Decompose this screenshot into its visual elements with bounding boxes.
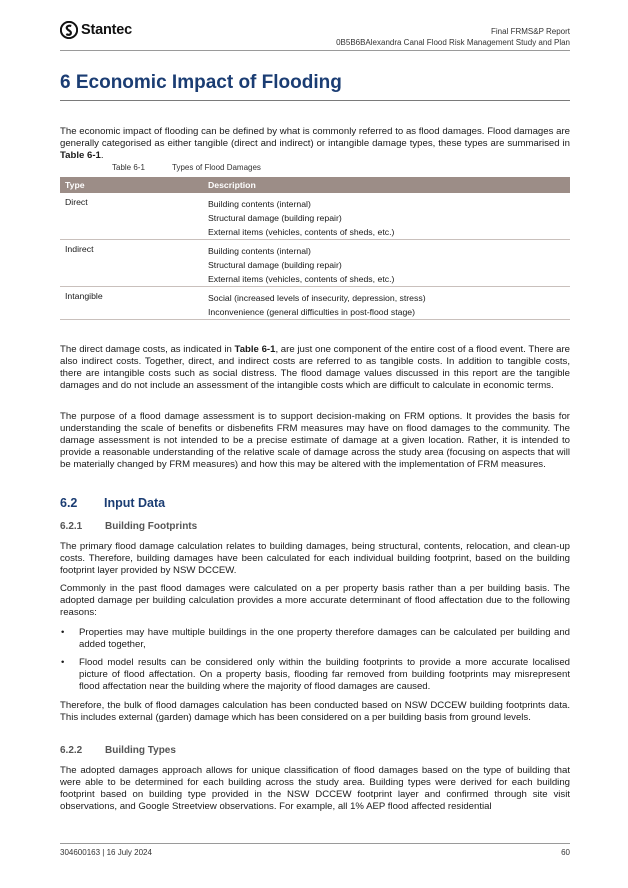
subsubsection-heading <box>60 745 176 756</box>
subsubsection-title: Building Types <box>105 745 176 756</box>
table-header-row <box>60 177 570 193</box>
table-cell-type: Direct <box>65 197 88 207</box>
table-reference: Table 6-1 <box>60 150 101 162</box>
table-header-type: Type <box>65 180 85 190</box>
page-number: 60 <box>561 848 570 857</box>
description-line: Structural damage (building repair) <box>208 213 342 224</box>
table-row <box>60 287 570 320</box>
bullet-icon: • <box>61 627 65 638</box>
list-item-text: Flood model results can be considered only within the building footprints to provide a more accurate localised picture of flood affectation. On a property basis, flooding far removed from building footprints may misrepresent flood affectation near the building where the majority of flood damages are caused. <box>79 657 570 693</box>
subsubsection-heading <box>60 521 197 532</box>
paragraph-text: , are just one component of the entire cost of a flood event. There are also indirect costs. Together, direct, and indirect costs are referred to as tangible costs. In addition to tangible costs, there are intangible costs such as social distress. The flood damage values discussed in this report are the tangible damages and do not include an assessment of the intangible costs which are difficult to calculate in economic terms. <box>60 344 570 392</box>
intro-text: The economic impact of flooding can be defined by what is commonly referred to as flood damages. Flood damages are generally categorised as either tangible (direct and indirect) or intangible damage types, these types are summarised in <box>60 126 570 150</box>
purpose-paragraph: The purpose of a flood damage assessment is to support decision-making on FRM options. It provides the basis for understanding the scale of benefits or disbenefits FRM measures may have on flood damages to the community. The damage assessment is not intended to be a precise estimate of damage at a given location. Rather, it is intended to provide a reasonable understanding of the relative scale of damage across the study area (focusing on aspects that will be materially changed by FRM measures) and how this may be altered with the implementation of FRM measures. <box>60 411 570 471</box>
table-cell-description <box>208 291 426 319</box>
footer-divider <box>60 843 570 844</box>
description-line: Building contents (internal) <box>208 246 311 256</box>
description-line: Social (increased levels of insecurity, depression, stress) <box>208 293 426 303</box>
subsection-number: 6.2 <box>60 496 78 510</box>
intro-end: . <box>100 150 104 162</box>
calculation-basis-paragraph: Commonly in the past flood damages were calculated on a per property basis rather than a per building basis. The adopted damage per building calculation provides a more accurate determinant of flood affectation due to the following reasons: <box>60 583 570 619</box>
table-row <box>60 240 570 287</box>
table-header-description: Description <box>208 180 256 190</box>
table-cell-type: Intangible <box>65 291 103 301</box>
logo-text: Stantec <box>81 22 132 38</box>
subsection-heading <box>60 496 165 510</box>
section-title-divider <box>60 100 570 101</box>
building-types-paragraph: The adopted damages approach allows for unique classification of flood damages based on the type of building that were able to be determined for each building across the study area. Building types were derived for each building footprint based on building type provided in the NSW DCCEW footprint layer and confirmed through site visit observations, and Google Streetview observations. For example, all 1% AEP flood affected residential <box>60 765 570 813</box>
description-line: External items (vehicles, contents of sheds, etc.) <box>208 227 395 238</box>
report-header <box>336 27 570 48</box>
stantec-logo-icon <box>60 21 78 39</box>
list-item-text: Properties may have multiple buildings in the one property therefore damages can be calculated per building and added together, <box>79 627 570 651</box>
subsubsection-number: 6.2.2 <box>60 745 83 756</box>
description-line: Structural damage (building repair) <box>208 260 342 271</box>
intro-paragraph <box>60 126 570 162</box>
footer-reference: 304600163 | 16 July 2024 <box>60 848 152 857</box>
report-subtitle: 0B5B6BAlexandra Canal Flood Risk Management Study and Plan <box>336 37 570 47</box>
header-divider <box>60 50 570 51</box>
description-line: Inconvenience (general difficulties in post-flood stage) <box>208 307 416 318</box>
table-row <box>60 193 570 240</box>
section-title: 6 Economic Impact of Flooding <box>60 72 342 93</box>
table-caption-number: Table 6-1 <box>112 163 145 172</box>
footprints-paragraph: The primary flood damage calculation relates to building damages, being structural, contents, relocation, and clean-up costs. Therefore, building damages have been calculated for each individual building footprint, based on the building footprint layer provided by NSW DCCEW. <box>60 541 570 577</box>
direct-damage-paragraph <box>60 344 570 392</box>
flood-damages-table <box>60 177 570 320</box>
list-item <box>60 657 570 693</box>
subsection-title: Input Data <box>104 496 166 510</box>
list-item <box>60 627 570 651</box>
table-cell-description <box>208 244 394 287</box>
subsubsection-number: 6.2.1 <box>60 521 83 532</box>
table-caption <box>112 163 261 172</box>
table-caption-title: Types of Flood Damages <box>172 163 261 172</box>
stantec-logo <box>60 21 132 39</box>
bulk-damages-paragraph: Therefore, the bulk of flood damages calculation has been conducted based on NSW DCCEW building footprints data. This includes external (garden) damage which has been considered on a per building basis from ground levels. <box>60 700 570 724</box>
subsubsection-title: Building Footprints <box>105 521 198 532</box>
description-line: Building contents (internal) <box>208 199 311 209</box>
reasons-list <box>60 627 570 693</box>
bullet-icon: • <box>61 657 65 669</box>
table-reference: Table 6-1 <box>234 344 276 355</box>
report-title: Final FRMS&P Report <box>491 27 570 36</box>
paragraph-text: The direct damage costs, as indicated in <box>60 344 235 355</box>
description-line: External items (vehicles, contents of sheds, etc.) <box>208 274 395 285</box>
table-cell-type: Indirect <box>65 244 94 254</box>
table-cell-description <box>208 197 394 240</box>
